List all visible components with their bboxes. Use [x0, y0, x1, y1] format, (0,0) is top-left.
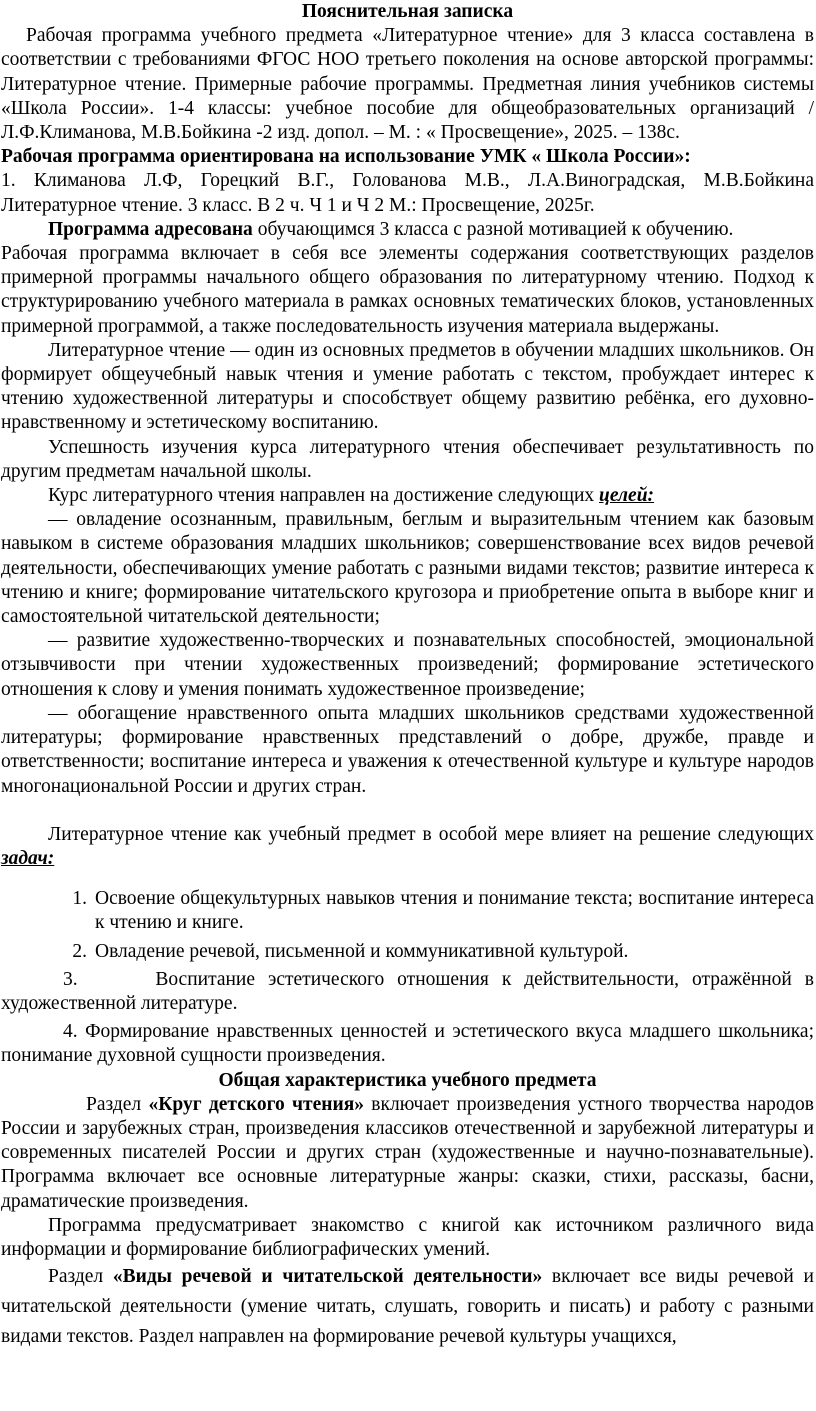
- task-item: [1, 1020, 814, 1068]
- task-number: 3.: [63, 968, 78, 990]
- book-source-paragraph: Программа предусматривает знакомство с книгой как источником различного вида информации и формирование библиографических умений.: [1, 1214, 814, 1260]
- circle-bold: «Круг детского чтения»: [148, 1093, 364, 1115]
- general-heading: Общая характеристика учебного предмета: [218, 1069, 597, 1091]
- goal-item: — овладение осознанным, правильным, беглым и выразительным чтением как базовым навыком в системе образования младших школьников; совершенствование всех видов речевой деятельности, обеспечивающих умение работать с разными видами текстов; развитие интереса к чтению и книге; формирование читательского кругозора и приобретение опыта в выборе книг и самостоятельной читательской деятельности;: [1, 509, 814, 628]
- task-text: Формирование нравственных ценностей и эстетического вкуса младшего школьника; понимание духовной сущности произведения.: [1, 1021, 815, 1067]
- program-includes-paragraph: Рабочая программа включает в себя все элементы содержания соответствующих разделов примерной программы начального общего образования по литературному чтению. Подход к структурированию учебного материала в рамках основных тематических блоков, установленных примерной программой, а также последовательность изучения материала выдержаны.: [1, 243, 814, 337]
- task-item: [1, 940, 814, 964]
- umk-heading: Рабочая программа ориентирована на использование УМК « Школа России»:: [1, 146, 691, 168]
- speech-paragraph: [1, 1262, 814, 1352]
- task-number: 4.: [63, 1021, 78, 1043]
- task-number: 2.: [72, 940, 87, 962]
- spacer: [1, 799, 814, 823]
- tasks-lead: Литературное чтение как учебный предмет в особой мере влияет на решение следующих: [48, 823, 814, 845]
- goals-lead-paragraph: [1, 484, 814, 508]
- addressed-bold: Программа адресована: [48, 218, 253, 240]
- task-text: Овладение речевой, письменной и коммуникативной культурой.: [95, 940, 629, 962]
- success-paragraph: Успешность изучения курса литературного чтения обеспечивает результативность по другим предметам начальной школы.: [1, 436, 814, 482]
- task-item: [1, 968, 814, 1016]
- task-number: 1.: [72, 888, 87, 910]
- task-item: [1, 887, 814, 935]
- task-text: Воспитание эстетического отношения к действительности, отражённой в художественной литературе.: [1, 968, 814, 1014]
- speech-bold: «Виды речевой и читательской деятельности»: [112, 1266, 543, 1288]
- goals-word: целей:: [599, 485, 655, 507]
- lit-reading-paragraph: Литературное чтение — один из основных предметов в обучении младших школьников. Он формирует общеучебный навык чтения и умение работать с текстом, пробуждает интерес к чтению художественной литературы и способствует общему развитию ребёнка, его духовно-нравственному и эстетическому воспитанию.: [1, 339, 814, 434]
- speech-rest: включает все виды речевой и читательской деятельности (умение читать, слушать, говорить и писать) и работу с разными видами текстов. Раздел направлен на формирование речевой культуры учащихся,: [1, 1266, 814, 1348]
- circle-paragraph: [1, 1093, 814, 1214]
- goals-lead: Курс литературного чтения направлен на достижение следующих: [48, 485, 600, 507]
- spacer: [1, 871, 814, 883]
- tasks-list: [1, 887, 814, 1068]
- circle-lead: Раздел: [86, 1093, 149, 1115]
- document-title: Пояснительная записка: [301, 1, 514, 22]
- speech-lead: Раздел: [48, 1266, 113, 1288]
- goal-item: — развитие художественно-творческих и познавательных способностей, эмоциональной отзывчивости при чтении художественных произведений; формирование эстетического отношения к слову и умения понимать художественное произведение;: [1, 630, 814, 700]
- addressed-rest: обучающимся 3 класса с разной мотивацией к обучению.: [252, 218, 734, 240]
- intro-paragraph: Рабочая программа учебного предмета «Литературное чтение» для 3 класса составлена в соответствии с требованиями ФГОС НОО третьего поколения на основе авторской программы: Литературное чтение. Примерные рабочие программы. Предметная линия учебников системы «Школа России». 1-4 классы: учебное пособие для общеобразовательных организаций / Л.Ф.Климанова, М.В.Бойкина -2 изд. допол. – М. : « Просвещение», 2025. – 138с.: [1, 25, 814, 144]
- task-text: Освоение общекультурных навыков чтения и понимание текста; воспитание интереса к чтению и книге.: [95, 888, 814, 934]
- addressed-paragraph: [1, 218, 814, 242]
- circle-rest: включает произведения устного творчества народов России и зарубежных стран, произведения классиков отечественной и зарубежной литературы и современных писателей России и других стран (художественные и научно-познавательные). Программа включает все основные литературные жанры: сказки, стихи, рассказы, басни, драматические произведения.: [1, 1093, 814, 1212]
- tasks-word: задач:: [1, 847, 55, 869]
- goal-item: — обогащение нравственного опыта младших школьников средствами художественной литературы; формирование нравственных представлений о добре, дружбе, правде и ответственности; воспитание интереса и уважения к отечественной культуре и культуре народов многонациональной России и других стран.: [1, 702, 814, 797]
- tasks-lead-paragraph: [1, 823, 814, 871]
- umk-item: 1. Климанова Л.Ф, Горецкий В.Г., Голованова М.В., Л.А.Виноградская, М.В.Бойкина Литературное чтение. 3 класс. В 2 ч. Ч 1 и Ч 2 М.: Просвещение, 2025г.: [1, 170, 814, 216]
